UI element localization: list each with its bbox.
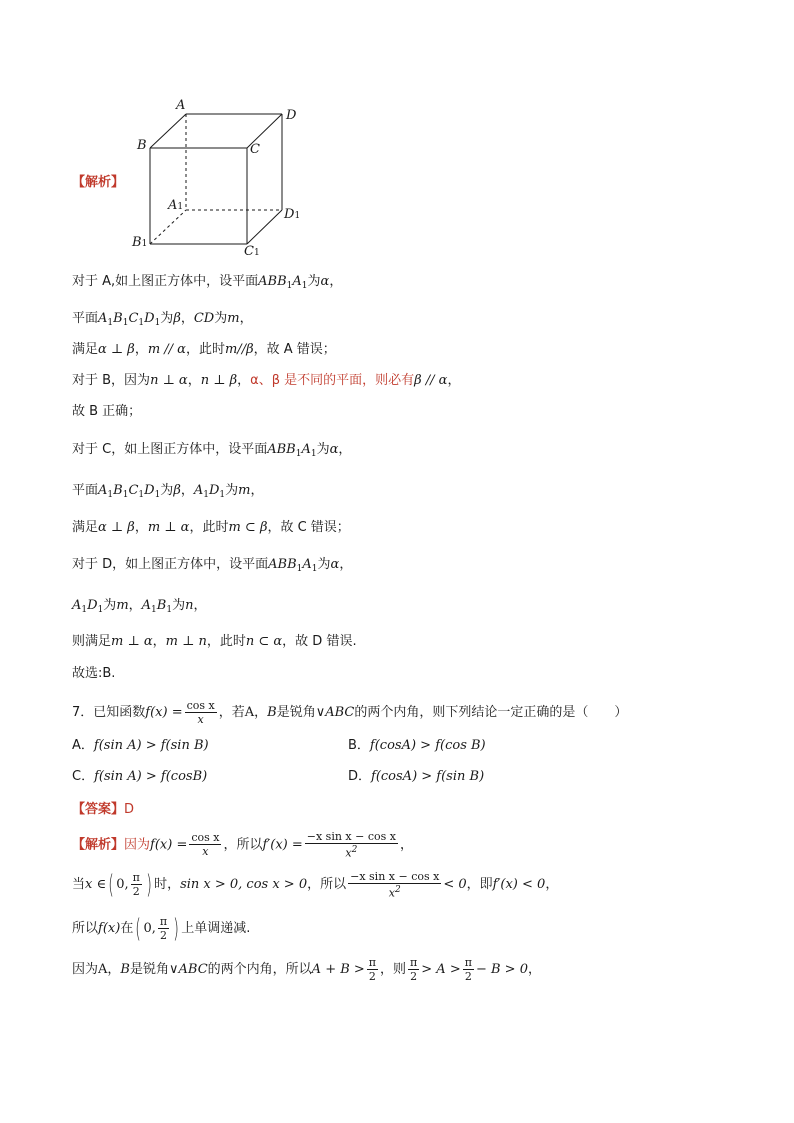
- solution-line-3: 所以f(x)在( 0, $\frac{\pi}{2}$ ) 上单调递减.: [72, 913, 251, 944]
- edge-BA: [150, 114, 186, 148]
- label-D1: D1: [284, 207, 301, 222]
- edge-C1D1: [247, 210, 282, 244]
- q6-line-8: 满足α ⊥ β，m ⊥ α，此时m ⊂ β，故 C 错误；: [72, 520, 350, 535]
- q6-line-5: 故 B 正确；: [72, 404, 142, 419]
- q6-line-10: $A_1D_1$为m，$A_1B_1$为n，: [72, 598, 207, 615]
- q7-stem: 7．已知函数f(x) = $\frac{\text{cos x}}{x}$ ，若A，B是锐角∨ABC的两个内角，则下列结论一定正确的是（ ）: [72, 699, 628, 726]
- solution-line-2: 当x ∈( 0, $\frac{\pi}{2}$ ) 时，sin x > 0, cos x > 0，所以 $\frac{\text{−x sin x − cos x}}{x^2}$ < 0，即f′(x) < 0，: [72, 869, 559, 900]
- analysis-tag: 【解析】: [72, 175, 125, 190]
- label-C: C: [250, 142, 260, 157]
- q6-line-6: 对于 C，如上图正方体中，设平面$ABB_1A_1$为α，: [72, 442, 352, 459]
- q6-line-9: 对于 D，如上图正方体中，设平面$ABB_1A_1$为α，: [72, 557, 353, 574]
- label-B: B: [137, 138, 147, 153]
- solution-line-1: 【解析】因为f(x) = $\frac{\text{cos x}}{x}$ ，所以f′(x) = $\frac{\text{−x sin x − cos x}}{x^2}$ ，: [72, 830, 413, 860]
- answer-line: 【答案】D: [72, 802, 135, 817]
- label-C1: C1: [244, 244, 260, 259]
- label-A: A: [176, 98, 186, 113]
- q6-line-11: 则满足m ⊥ α，m ⊥ n，此时n ⊂ α，故 D 错误.: [72, 634, 357, 649]
- cube-figure: [130, 98, 330, 258]
- option-b[interactable]: B．f(cosA) > f(cos B): [348, 738, 486, 753]
- solution-line-4: 因为A，B是锐角∨ABC的两个内角，所以A + B > $\frac{\pi}{2}$ ，则 $\frac{\pi}{2}$ > A > $\frac{\pi}{2}$ − B > 0，: [72, 956, 541, 983]
- q6-line-3: 满足α ⊥ β，m // α，此时m//β，故 A 错误；: [72, 342, 336, 357]
- option-c[interactable]: C．f(sin A) > f(cosB): [72, 769, 208, 784]
- q6-line-12: 故选:B.: [72, 666, 116, 681]
- option-a[interactable]: A．f(sin A) > f(sin B): [72, 738, 209, 753]
- label-B1: B1: [132, 235, 148, 250]
- label-D: D: [286, 108, 297, 123]
- q6-line-7: 平面$A_1B_1C_1D_1$为β，$A_1D_1$为m，: [72, 483, 264, 500]
- edge-B1A1: [150, 210, 186, 244]
- q6-line-2: 平面$A_1B_1C_1D_1$为β，CD为m，: [72, 311, 253, 328]
- q6-line-4: 对于 B，因为n ⊥ α，n ⊥ β，α、β 是不同的平面，则必有β // α，: [72, 373, 461, 388]
- label-A1: A1: [168, 198, 184, 213]
- q6-line-1: 对于 A,如上图正方体中，设平面$ABB_1A_1$为α，: [72, 274, 343, 291]
- answer-value: D: [124, 802, 135, 817]
- option-d[interactable]: D．f(cosA) > f(sin B): [348, 769, 485, 784]
